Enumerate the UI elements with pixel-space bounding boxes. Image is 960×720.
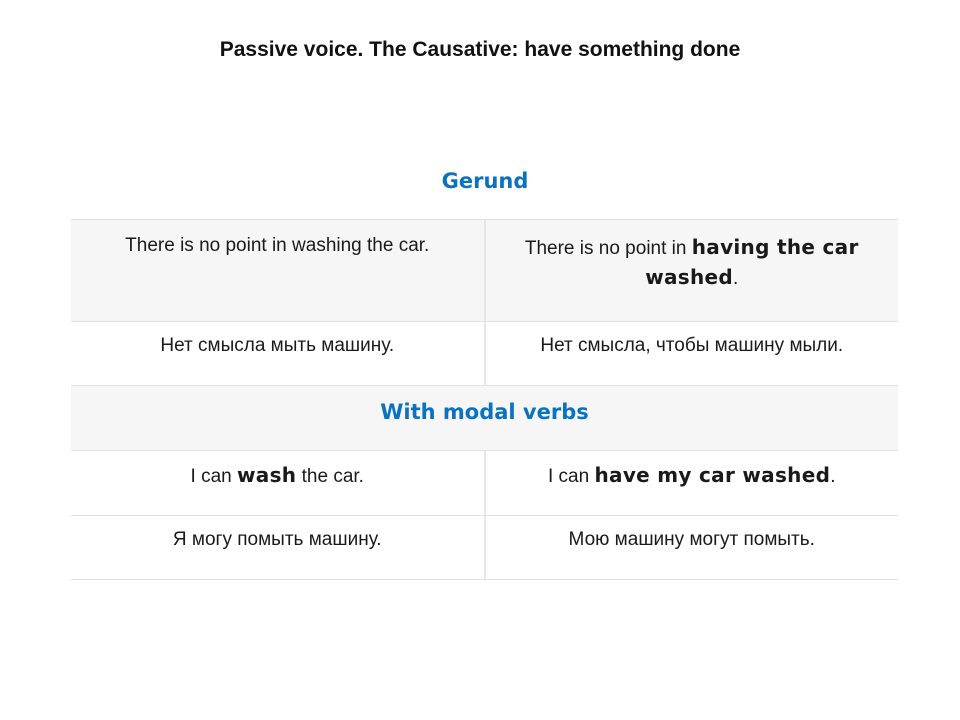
- table-row-modal-english: [71, 451, 898, 516]
- cell-causative-modal: [484, 451, 899, 515]
- cell-causative-gerund-translation: Нет смысла, чтобы машину мыли.: [484, 322, 899, 385]
- table-row-section-modal: [71, 386, 898, 451]
- text-period: .: [830, 466, 836, 487]
- cell-active-modal-translation: Я могу помыть машину.: [172, 529, 382, 550]
- section-heading-gerund: Gerund: [441, 169, 529, 193]
- cell-causative-modal-translation: Мою машину могут помыть.: [484, 516, 899, 579]
- table-row-gerund-russian: [71, 322, 898, 386]
- text-emphasis: wash: [237, 463, 297, 487]
- text-plain: the car.: [296, 466, 364, 487]
- text-emphasis: having the car washed: [645, 235, 859, 289]
- table-row-gerund-english: [71, 220, 898, 322]
- section-heading-modal: With modal verbs: [380, 400, 589, 424]
- text-plain: I can: [190, 466, 238, 487]
- slide-title: Passive voice. The Causative: have something done: [219, 38, 741, 61]
- text-emphasis: have my car washed: [594, 463, 831, 487]
- cell-active-modal: [71, 451, 484, 515]
- cell-active-gerund-translation: Нет смысла мыть машину.: [160, 335, 395, 356]
- cell-causative-gerund: [484, 220, 899, 321]
- cell-active-gerund: There is no point in washing the car.: [125, 235, 430, 256]
- text-period: .: [733, 267, 739, 289]
- text-plain: I can: [548, 466, 595, 487]
- comparison-table: [71, 219, 898, 580]
- text-plain: There is no point in: [524, 238, 692, 259]
- table-row-modal-russian: [71, 516, 898, 580]
